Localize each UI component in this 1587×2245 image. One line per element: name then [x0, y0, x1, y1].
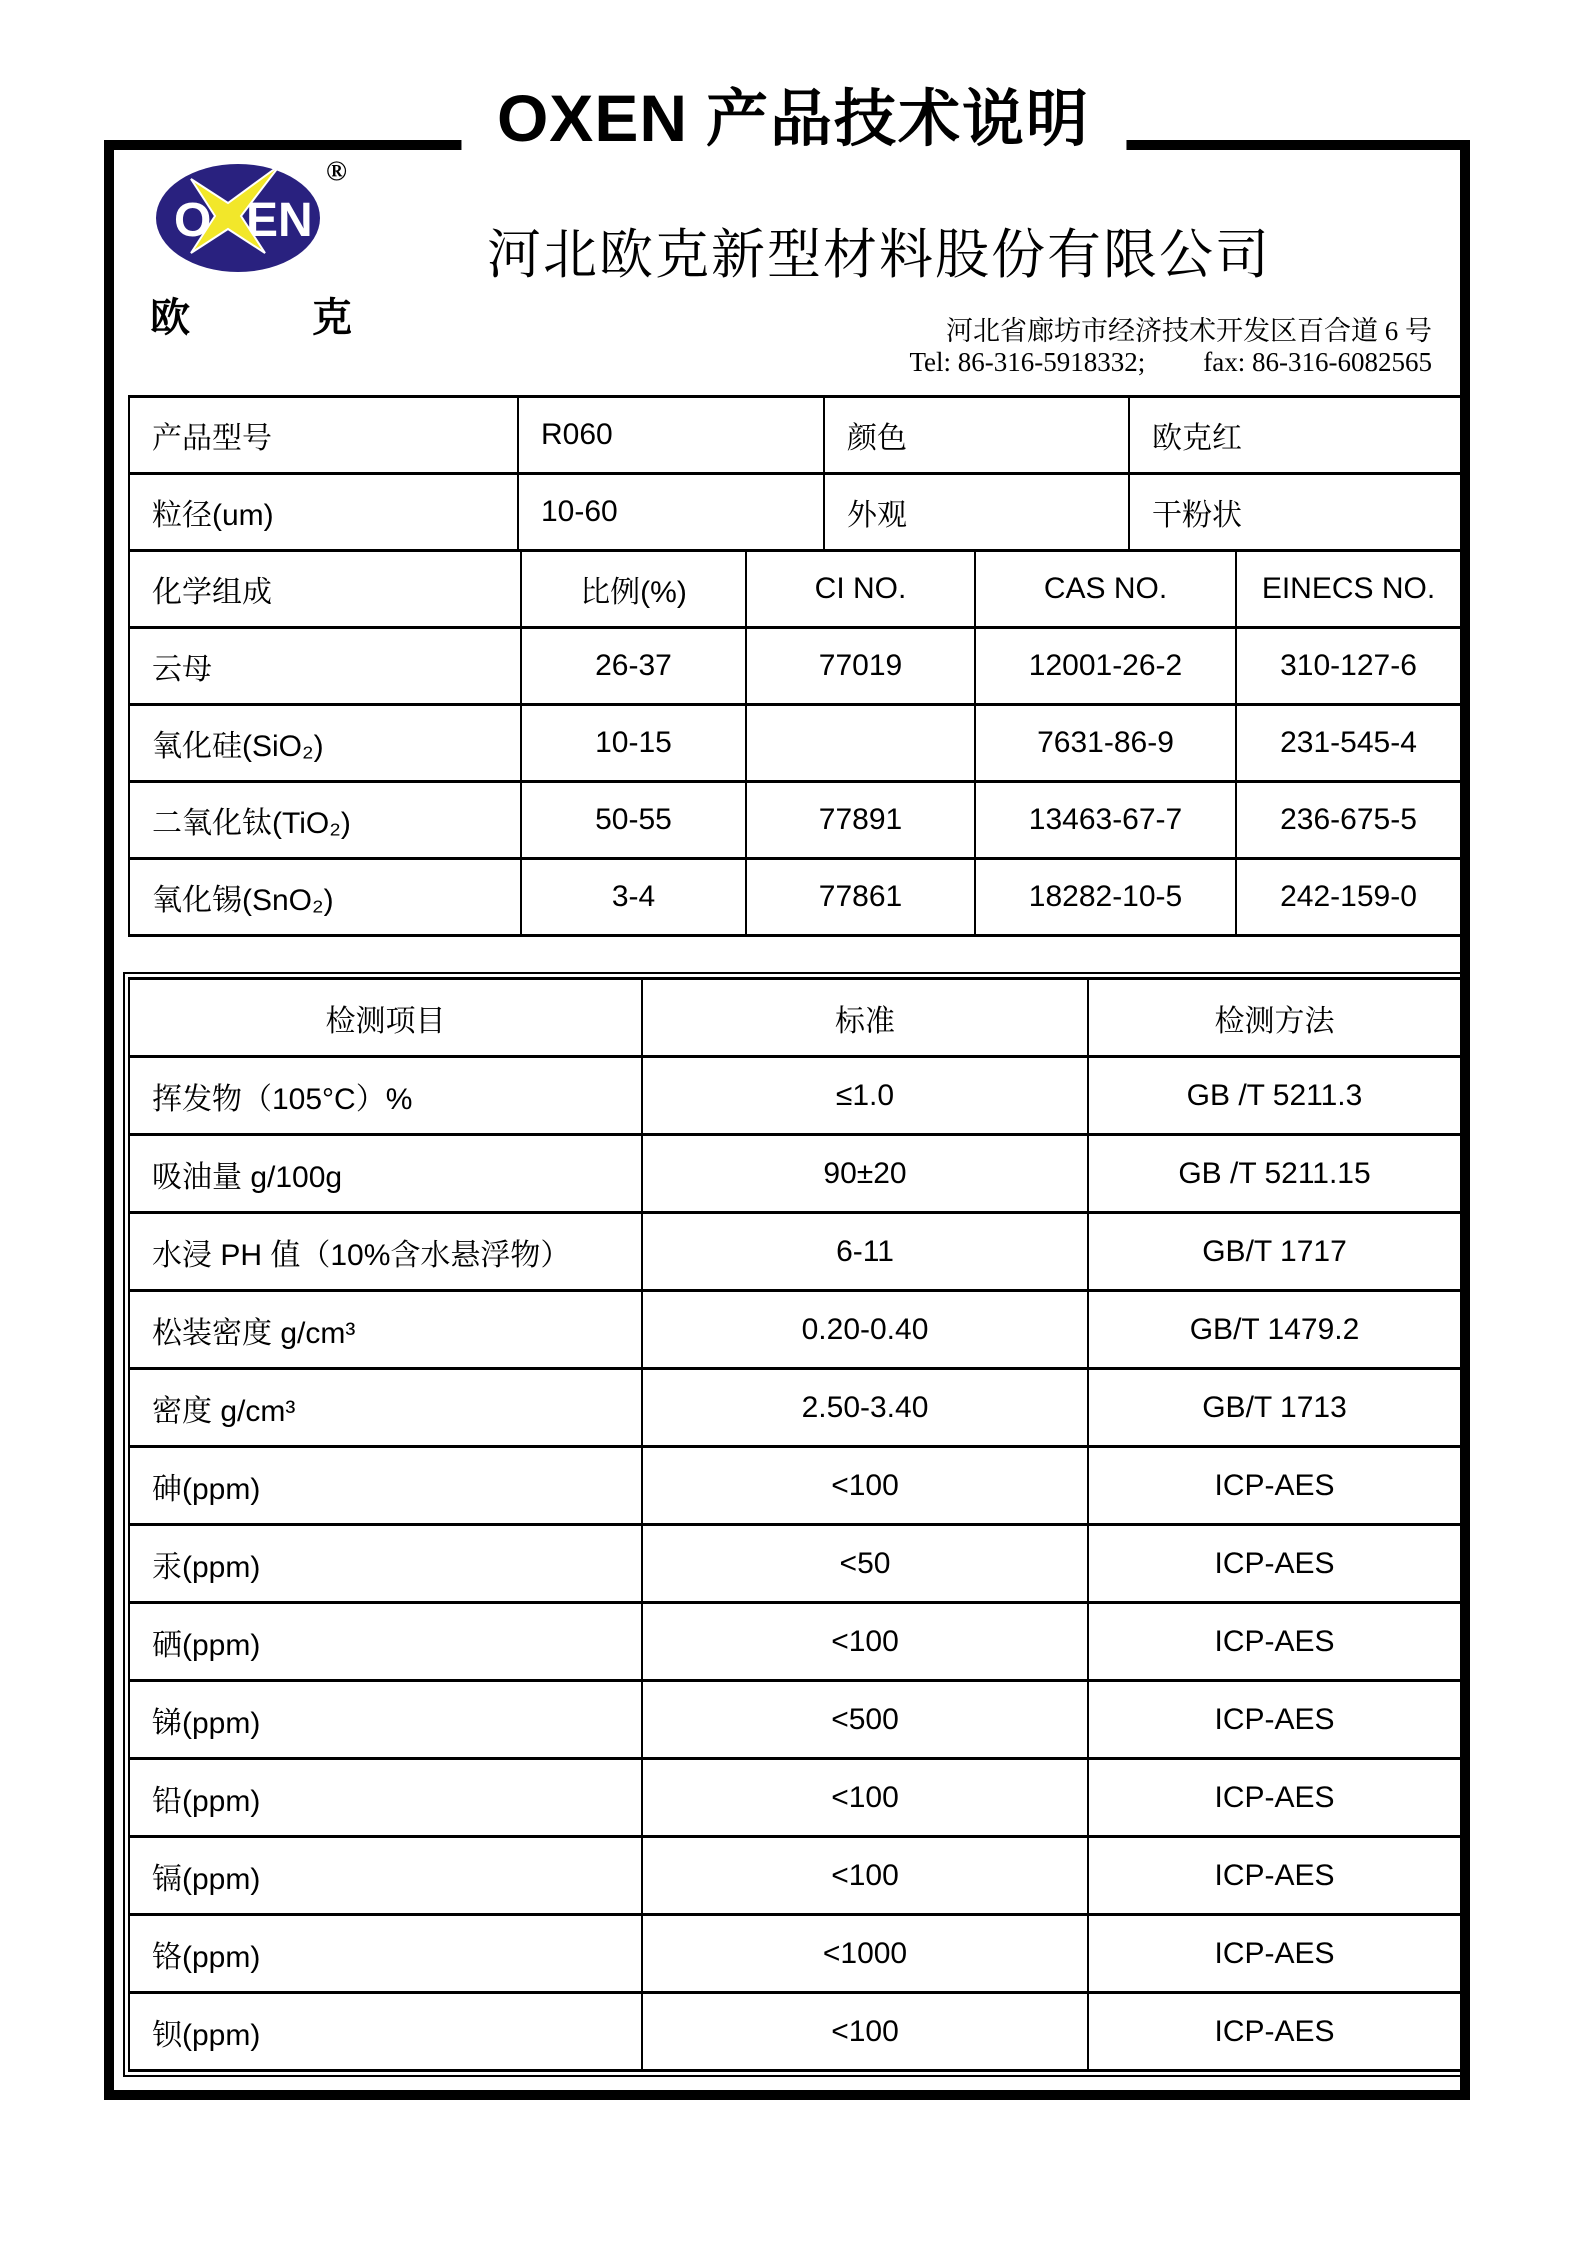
table-cell: <100 — [642, 1447, 1088, 1525]
table-cell: ICP-AES — [1088, 1759, 1461, 1837]
table-cell: ICP-AES — [1088, 1915, 1461, 1993]
oxen-logo-graphic — [150, 162, 326, 274]
table-row — [129, 1681, 1461, 1759]
table-cell: 18282-10-5 — [975, 859, 1236, 936]
table-row — [129, 1603, 1461, 1681]
contact-block — [909, 316, 1432, 378]
page-title — [461, 48, 1126, 156]
table-cell: 铬(ppm) — [129, 1915, 642, 1993]
table-cell: 松装密度 g/cm³ — [129, 1291, 642, 1369]
table-cell: 氧化锡(SnO₂) — [129, 859, 521, 936]
table-cell: 氧化硅(SiO₂) — [129, 705, 521, 782]
table-cell: 吸油量 g/100g — [129, 1135, 642, 1213]
table-cell: 10-15 — [521, 705, 746, 782]
table-cell: <1000 — [642, 1915, 1088, 1993]
table-cell — [746, 705, 975, 782]
company-name: 河北欧克新型材料股份有限公司 — [487, 225, 1271, 285]
logo-letters-en: EN — [246, 194, 313, 247]
table-cell: ICP-AES — [1088, 1993, 1461, 2071]
table-cell: 二氧化钛(TiO₂) — [129, 782, 521, 859]
table-cell: 汞(ppm) — [129, 1525, 642, 1603]
table-cell: ICP-AES — [1088, 1837, 1461, 1915]
table-cell: 90±20 — [642, 1135, 1088, 1213]
table-cell: GB/T 1479.2 — [1088, 1291, 1461, 1369]
table-cell: 50-55 — [521, 782, 746, 859]
table-cell: GB /T 5211.15 — [1088, 1135, 1461, 1213]
table-cell: 产品型号 — [129, 397, 518, 474]
table-cell: 12001-26-2 — [975, 628, 1236, 705]
logo-letter-o: O — [174, 194, 212, 247]
table-cell: 77861 — [746, 859, 975, 936]
table-cell: 77019 — [746, 628, 975, 705]
table-row — [129, 1759, 1461, 1837]
logo-caption — [150, 298, 352, 338]
table-row — [129, 551, 1461, 628]
column-header: EINECS NO. — [1236, 551, 1461, 628]
table-cell: 砷(ppm) — [129, 1447, 642, 1525]
column-header: 检测方法 — [1088, 979, 1461, 1057]
table-row — [129, 1213, 1461, 1291]
table-row — [129, 1837, 1461, 1915]
column-header: 化学组成 — [129, 551, 521, 628]
table-row — [129, 1291, 1461, 1369]
table-cell: <50 — [642, 1525, 1088, 1603]
table-row — [129, 397, 1461, 474]
table-cell: 2.50-3.40 — [642, 1369, 1088, 1447]
table-cell: 231-545-4 — [1236, 705, 1461, 782]
table-row — [129, 705, 1461, 782]
table-cell: 0.20-0.40 — [642, 1291, 1088, 1369]
table-cell: 7631-86-9 — [975, 705, 1236, 782]
table-row — [129, 1369, 1461, 1447]
logo-caption-ke: 克 — [312, 296, 352, 340]
table-cell: 密度 g/cm³ — [129, 1369, 642, 1447]
table-row — [129, 1915, 1461, 1993]
table-row — [129, 979, 1461, 1057]
table-cell: <100 — [642, 1837, 1088, 1915]
table-cell: ICP-AES — [1088, 1681, 1461, 1759]
table-cell: 云母 — [129, 628, 521, 705]
composition-table — [128, 549, 1462, 937]
table-row — [129, 628, 1461, 705]
table-cell: <100 — [642, 1759, 1088, 1837]
table-cell: 水浸 PH 值（10%含水悬浮物） — [129, 1213, 642, 1291]
table-cell: 310-127-6 — [1236, 628, 1461, 705]
table-row — [129, 1447, 1461, 1525]
table-cell: 钡(ppm) — [129, 1993, 642, 2071]
table-cell: GB/T 1713 — [1088, 1369, 1461, 1447]
table-cell: 粒径(um) — [129, 474, 518, 551]
table-cell: 236-675-5 — [1236, 782, 1461, 859]
table-row — [129, 782, 1461, 859]
column-header: CAS NO. — [975, 551, 1236, 628]
table-cell: ICP-AES — [1088, 1447, 1461, 1525]
logo-caption-ou: 欧 — [150, 296, 190, 340]
table-cell: 颜色 — [824, 397, 1129, 474]
table-cell: 铅(ppm) — [129, 1759, 642, 1837]
column-header: CI NO. — [746, 551, 975, 628]
page-title-en: OXEN — [496, 81, 689, 156]
table-cell: 242-159-0 — [1236, 859, 1461, 936]
table-cell: 镉(ppm) — [129, 1837, 642, 1915]
table-cell: ICP-AES — [1088, 1525, 1461, 1603]
table-cell: GB/T 1717 — [1088, 1213, 1461, 1291]
table-cell: R060 — [518, 397, 824, 474]
table-cell: 26-37 — [521, 628, 746, 705]
table-cell: 3-4 — [521, 859, 746, 936]
table-cell: 硒(ppm) — [129, 1603, 642, 1681]
column-header: 比例(%) — [521, 551, 746, 628]
table-cell: GB /T 5211.3 — [1088, 1057, 1461, 1135]
table-cell: <100 — [642, 1993, 1088, 2071]
page-title-zh: 产品技术说明 — [706, 86, 1091, 155]
table-row — [129, 1057, 1461, 1135]
fax-text: fax: 86-316-6082565 — [1203, 347, 1432, 377]
table-row — [129, 474, 1461, 551]
table-cell: 外观 — [824, 474, 1129, 551]
table-cell: 欧克红 — [1129, 397, 1461, 474]
table-cell: 干粉状 — [1129, 474, 1461, 551]
table-row — [129, 1525, 1461, 1603]
table-cell: 6-11 — [642, 1213, 1088, 1291]
table-cell: 挥发物（105°C）% — [129, 1057, 642, 1135]
table-cell: 锑(ppm) — [129, 1681, 642, 1759]
table-row — [129, 1135, 1461, 1213]
table-cell: ICP-AES — [1088, 1603, 1461, 1681]
table-cell: <100 — [642, 1603, 1088, 1681]
table-cell: 13463-67-7 — [975, 782, 1236, 859]
table-row — [129, 1993, 1461, 2071]
table-cell: ≤1.0 — [642, 1057, 1088, 1135]
table-cell: <500 — [642, 1681, 1088, 1759]
page-frame — [104, 140, 1470, 2100]
table-cell: 77891 — [746, 782, 975, 859]
table-row — [129, 859, 1461, 936]
test-table — [128, 977, 1462, 2072]
column-header: 标准 — [642, 979, 1088, 1057]
company-tel-fax — [909, 347, 1432, 378]
tel-text: Tel: 86-316-5918332; — [909, 347, 1146, 377]
company-address: 河北省廊坊市经济技术开发区百合道 6 号 — [946, 316, 1432, 346]
registered-trademark-symbol: ® — [326, 156, 347, 187]
table-cell: 10-60 — [518, 474, 824, 551]
column-header: 检测项目 — [129, 979, 642, 1057]
product-info-table — [128, 395, 1462, 552]
